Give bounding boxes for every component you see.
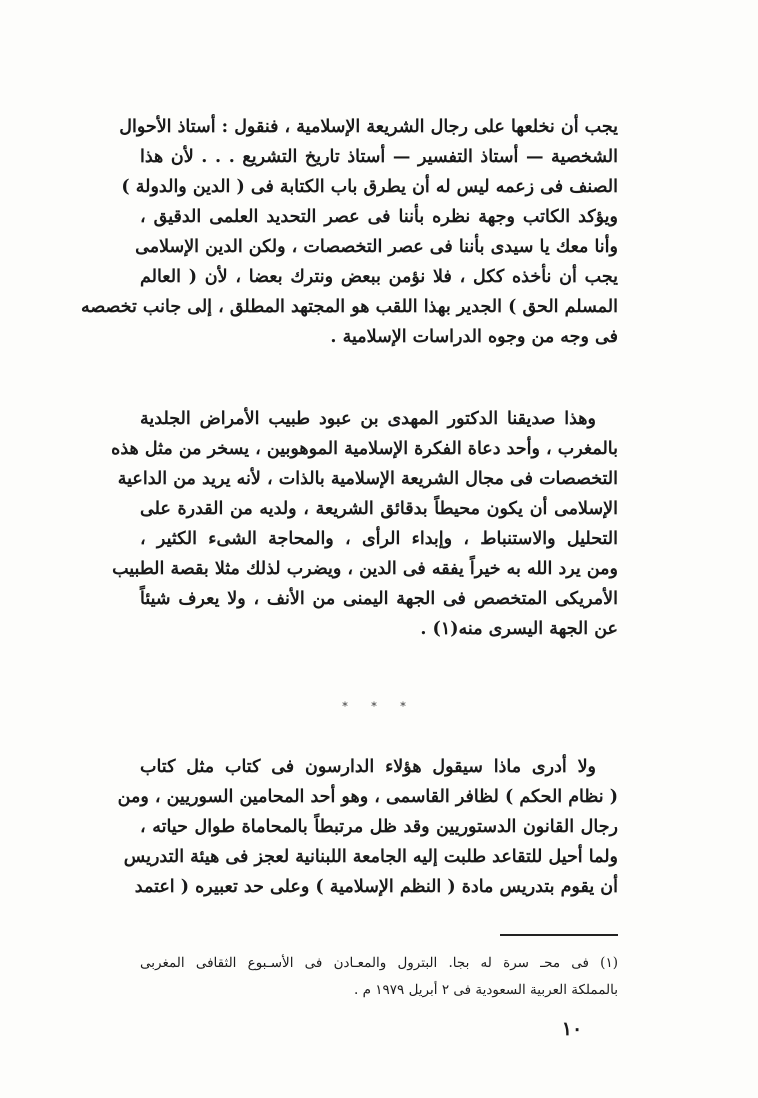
footnote-line: (١) فى محـ سرة له بجا. البترول والمعـادن فى الأسـبوع الثقافى المغربى — [140, 955, 618, 971]
footnote-divider — [500, 934, 618, 936]
paragraph-1 — [80, 112, 618, 352]
text-line: يجب أن نخلعها على رجال الشريعة الإسلامية ، فنقول : أستاذ الأحوال — [119, 117, 618, 137]
text-line: وأنا معك يا سيدى بأننا فى عصر التخصصات ، ولكن الدين الإسلامى — [135, 237, 618, 257]
text-line: فى وجه من وجوه الدراسات الإسلامية . — [330, 327, 618, 347]
footnote — [140, 950, 618, 1004]
paragraph-2 — [111, 404, 618, 644]
text-line: يجب أن نأخذه ككل ، فلا نؤمن ببعض ونترك بعضا ، لأن ( العالم — [140, 267, 618, 287]
paragraph-3 — [117, 752, 618, 902]
text-line: التحليل والاستنباط ، وإبداء الرأى ، والمحاجة الشىء الكثير ، — [140, 529, 618, 549]
section-separator: * * * — [342, 700, 416, 713]
text-line: عن الجهة اليسرى منه(١) . — [420, 619, 618, 639]
text-line: وهذا صديقنا الدكتور المهدى بن عبود طبيب الأمراض الجلدية — [140, 409, 596, 429]
text-line: ( نظام الحكم ) لظافر القاسمى ، وهو أحد المحامين السوريين ، ومن — [117, 787, 618, 807]
text-line: ويؤكد الكاتب وجهة نظره بأننا فى عصر التحديد العلمى الدقيق ، — [140, 207, 618, 227]
text-line: بالمغرب ، وأحد دعاة الفكرة الإسلامية الموهوبين ، يسخر من مثل هذه — [111, 439, 618, 459]
text-line: ولا أدرى ماذا سيقول هؤلاء الدارسون فى كتاب مثل كتاب — [140, 757, 596, 777]
text-line: ومن يرد الله به خيراً يفقه فى الدين ، ويضرب لذلك مثلا بقصة الطبيب — [112, 559, 618, 579]
text-line: الإسلامى أن يكون محيطاً بدقائق الشريعة ، ولديه من القدرة على — [140, 499, 618, 519]
text-line: الأمريكى المتخصص فى الجهة اليمنى من الأنف ، ولا يعرف شيئاً — [140, 589, 618, 609]
text-line: التخصصات فى مجال الشريعة الإسلامية بالذات ، لأنه يريد من الداعية — [117, 469, 618, 489]
text-line: المسلم الحق ) الجدير بهذا اللقب هو المجتهد المطلق ، إلى جانب تخصصه — [80, 297, 618, 317]
text-line: ولما أحيل للتقاعد طلبت إليه الجامعة اللبنانية لعجز فى هيئة التدريس — [123, 847, 618, 867]
text-line: رجال القانون الدستوريين وقد ظل مرتبطاً بالمحاماة طوال حياته ، — [140, 817, 618, 837]
page-number: ١٠ — [561, 1018, 583, 1040]
text-line: الشخصية — أستاذ التفسير — أستاذ تاريخ التشريع . . . لأن هذا — [140, 147, 618, 167]
text-line: الصنف فى زعمه ليس له أن يطرق باب الكتابة فى ( الدين والدولة ) — [121, 177, 618, 197]
text-line: أن يقوم بتدريس مادة ( النظم الإسلامية ) وعلى حد تعبيره ( اعتمد — [134, 877, 618, 897]
footnote-line: بالمملكة العربية السعودية فى ٢ أبريل ١٩٧٩ م . — [354, 982, 618, 998]
